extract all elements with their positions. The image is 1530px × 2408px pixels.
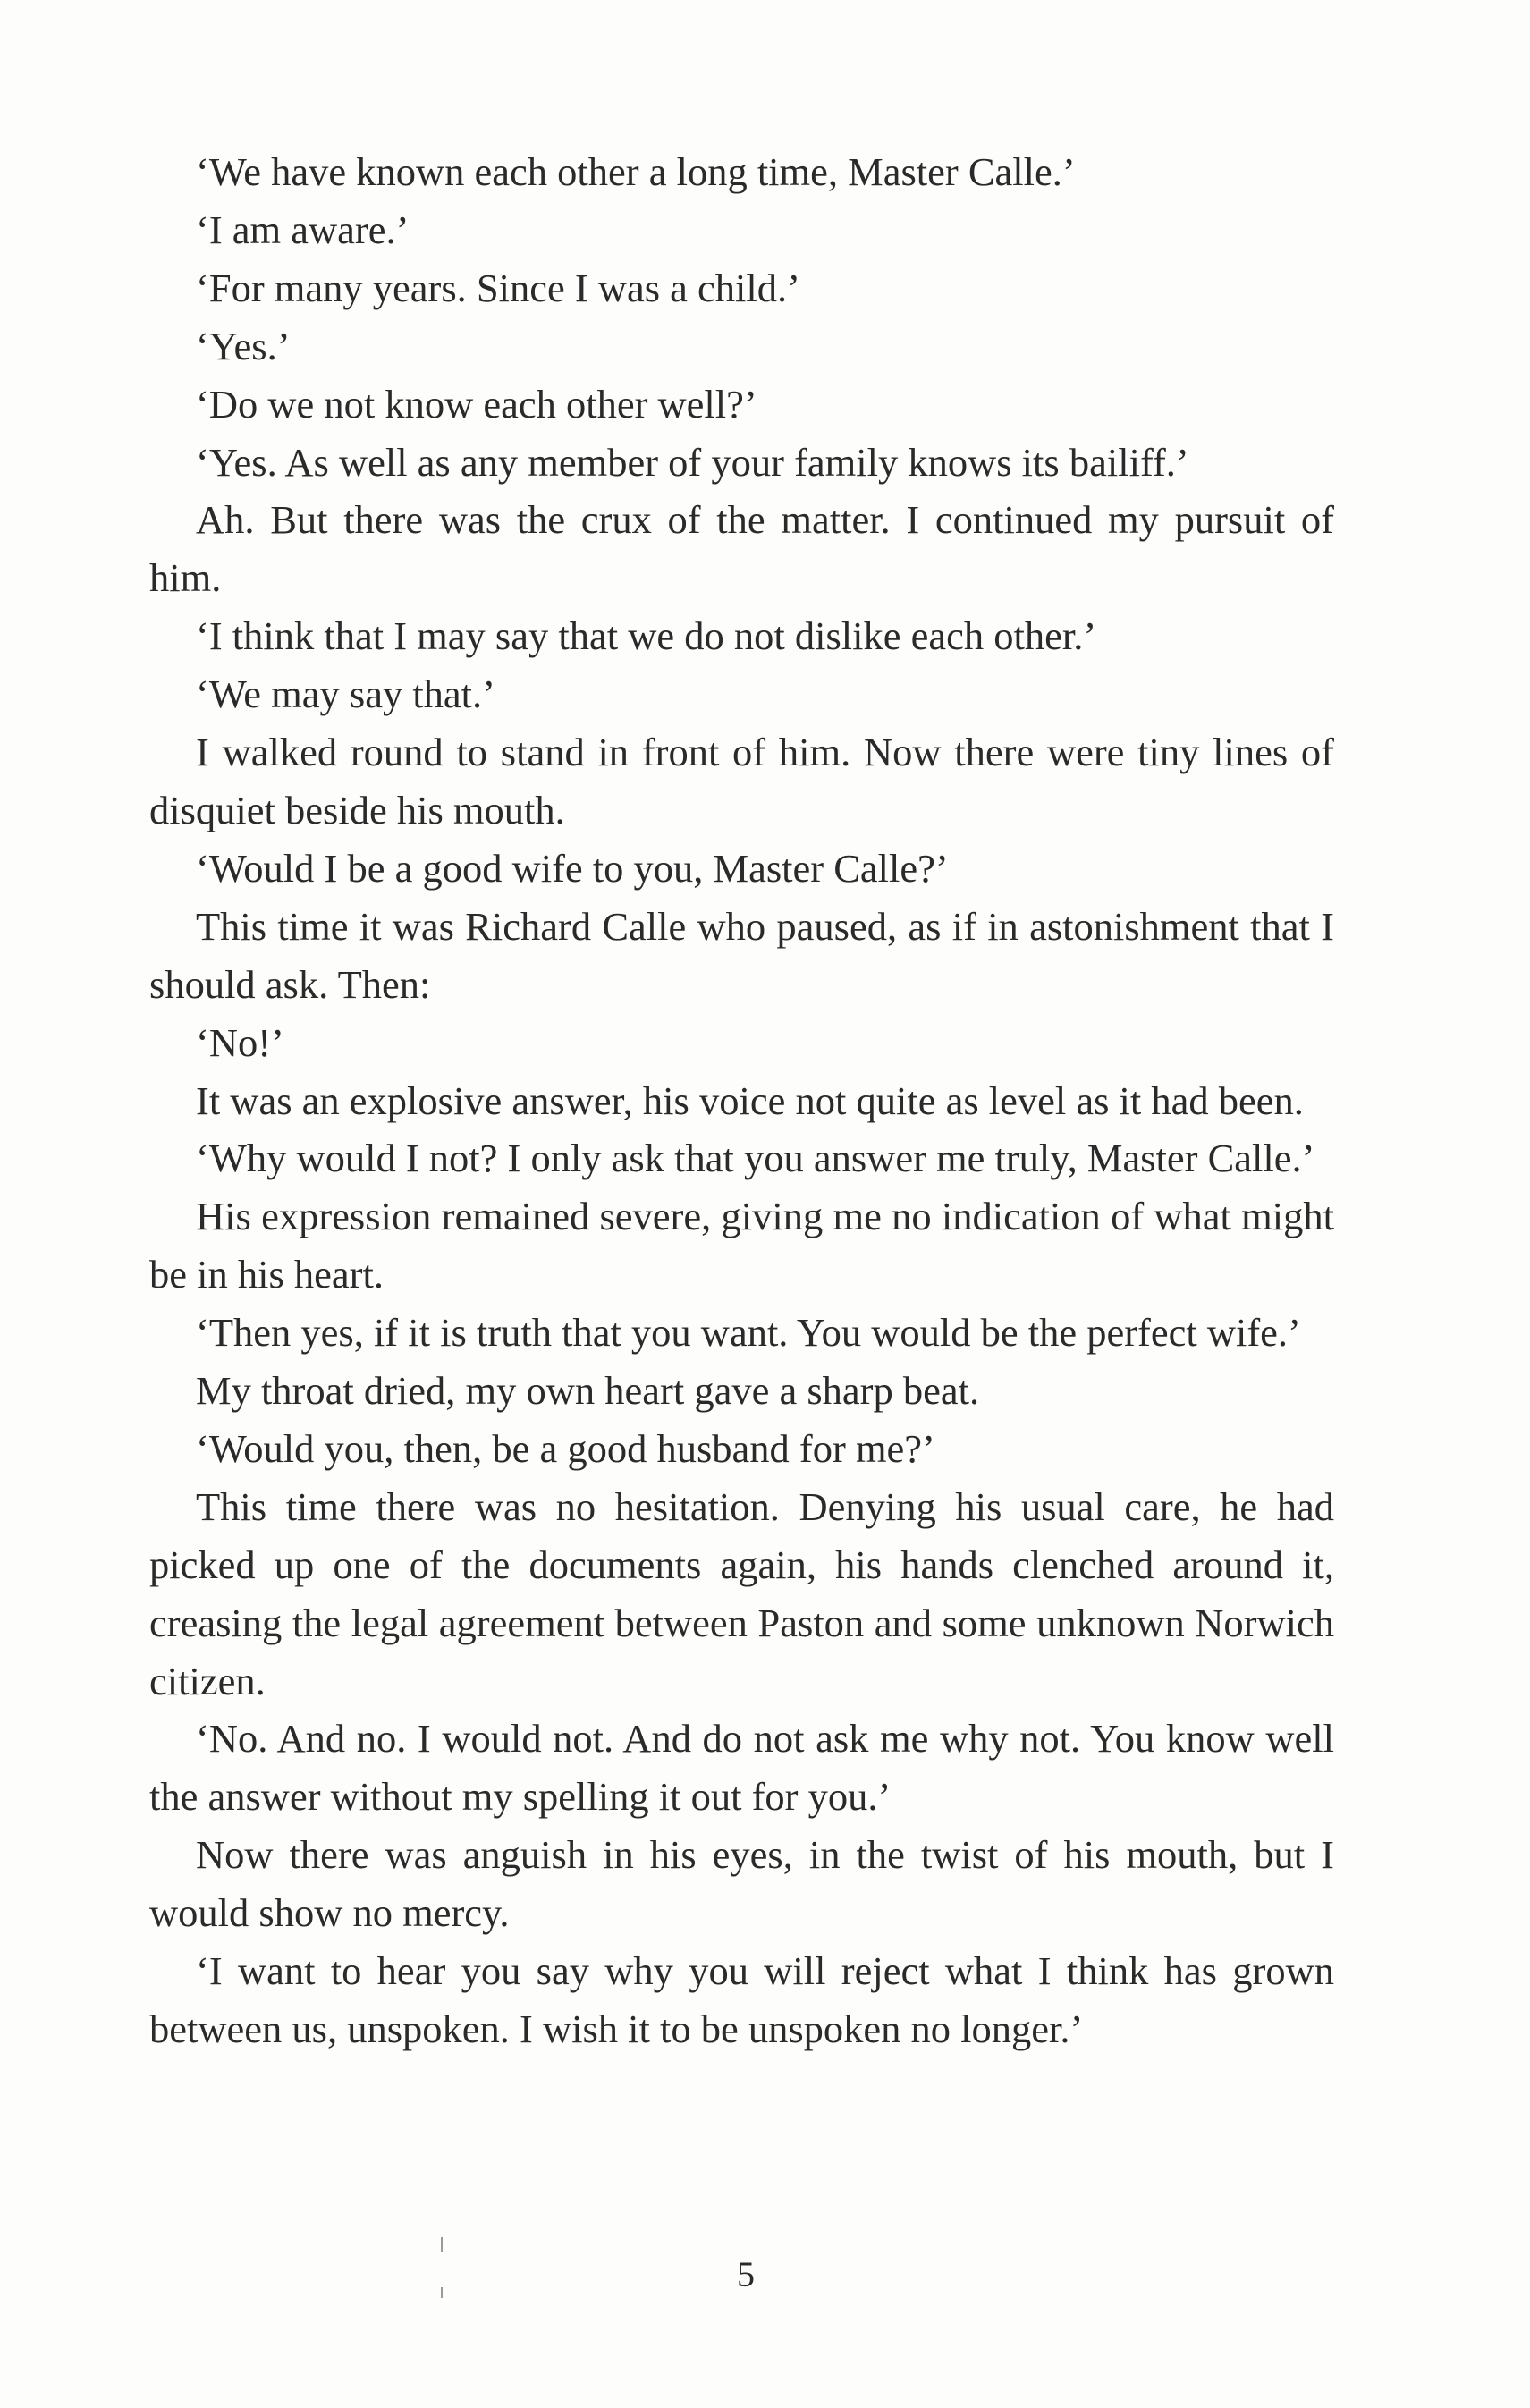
scan-mark xyxy=(441,2287,443,2298)
paragraph: ‘We have known each other a long time, Master Calle.’ xyxy=(196,149,1076,194)
page-number: 5 xyxy=(737,2254,755,2294)
paragraph: ‘Yes.’ xyxy=(196,323,291,368)
paragraph: ‘Yes. As well as any member of your family knows its bailiff.’ xyxy=(196,439,1189,485)
paragraph: ‘Do we not know each other well?’ xyxy=(196,381,757,427)
paragraph: ‘Would I be a good wife to you, Master Calle?’ xyxy=(196,845,949,891)
paragraph: ‘No. And no. I would not. And do not ask me why not. You know well the answer without my spelling it out for you.’ xyxy=(149,1716,1334,1820)
paragraph: ‘Would you, then, be a good husband for me?’ xyxy=(196,1425,935,1471)
paragraph: This time there was no hesitation. Denying his usual care, he had picked up one of the documents again, his hands clenched around it, creasing the legal agreement between Paston and some unknown Norwich citizen. xyxy=(149,1483,1334,1703)
paragraph: This time it was Richard Calle who paused, as if in astonishment that I should ask. Then: xyxy=(149,903,1334,1007)
paragraph: ‘I want to hear you say why you will reject what I think has grown between us, unspoken. I wish it to be unspoken no longer.’ xyxy=(149,1948,1334,2051)
paragraph: ‘I am aware.’ xyxy=(196,207,410,252)
paragraph: I walked round to stand in front of him. Now there were tiny lines of disquiet beside his mouth. xyxy=(149,730,1334,832)
paragraph: ‘Why would I not? I only ask that you answer me truly, Master Calle.’ xyxy=(196,1136,1315,1181)
paragraph: ‘No!’ xyxy=(196,1019,284,1065)
scan-mark xyxy=(441,2237,443,2252)
paragraph: Ah. But there was the crux of the matter. I continued my pursuit of him. xyxy=(149,497,1334,601)
paragraph: ‘I think that I may say that we do not dislike each other.’ xyxy=(196,613,1097,659)
body-text xyxy=(149,143,1334,2058)
paragraph: ‘For many years. Since I was a child.’ xyxy=(196,265,800,310)
paragraph: ‘Then yes, if it is truth that you want. You would be the perfect wife.’ xyxy=(196,1310,1301,1356)
paragraph: His expression remained severe, giving me no indication of what might be in his heart. xyxy=(149,1194,1334,1297)
paragraph: ‘We may say that.’ xyxy=(196,672,495,717)
paragraph: It was an explosive answer, his voice not quite as level as it had been. xyxy=(196,1077,1304,1123)
paragraph: Now there was anguish in his eyes, in the twist of his mouth, but I would show no mercy. xyxy=(149,1832,1334,1936)
paragraph: My throat dried, my own heart gave a sharp beat. xyxy=(196,1368,980,1414)
